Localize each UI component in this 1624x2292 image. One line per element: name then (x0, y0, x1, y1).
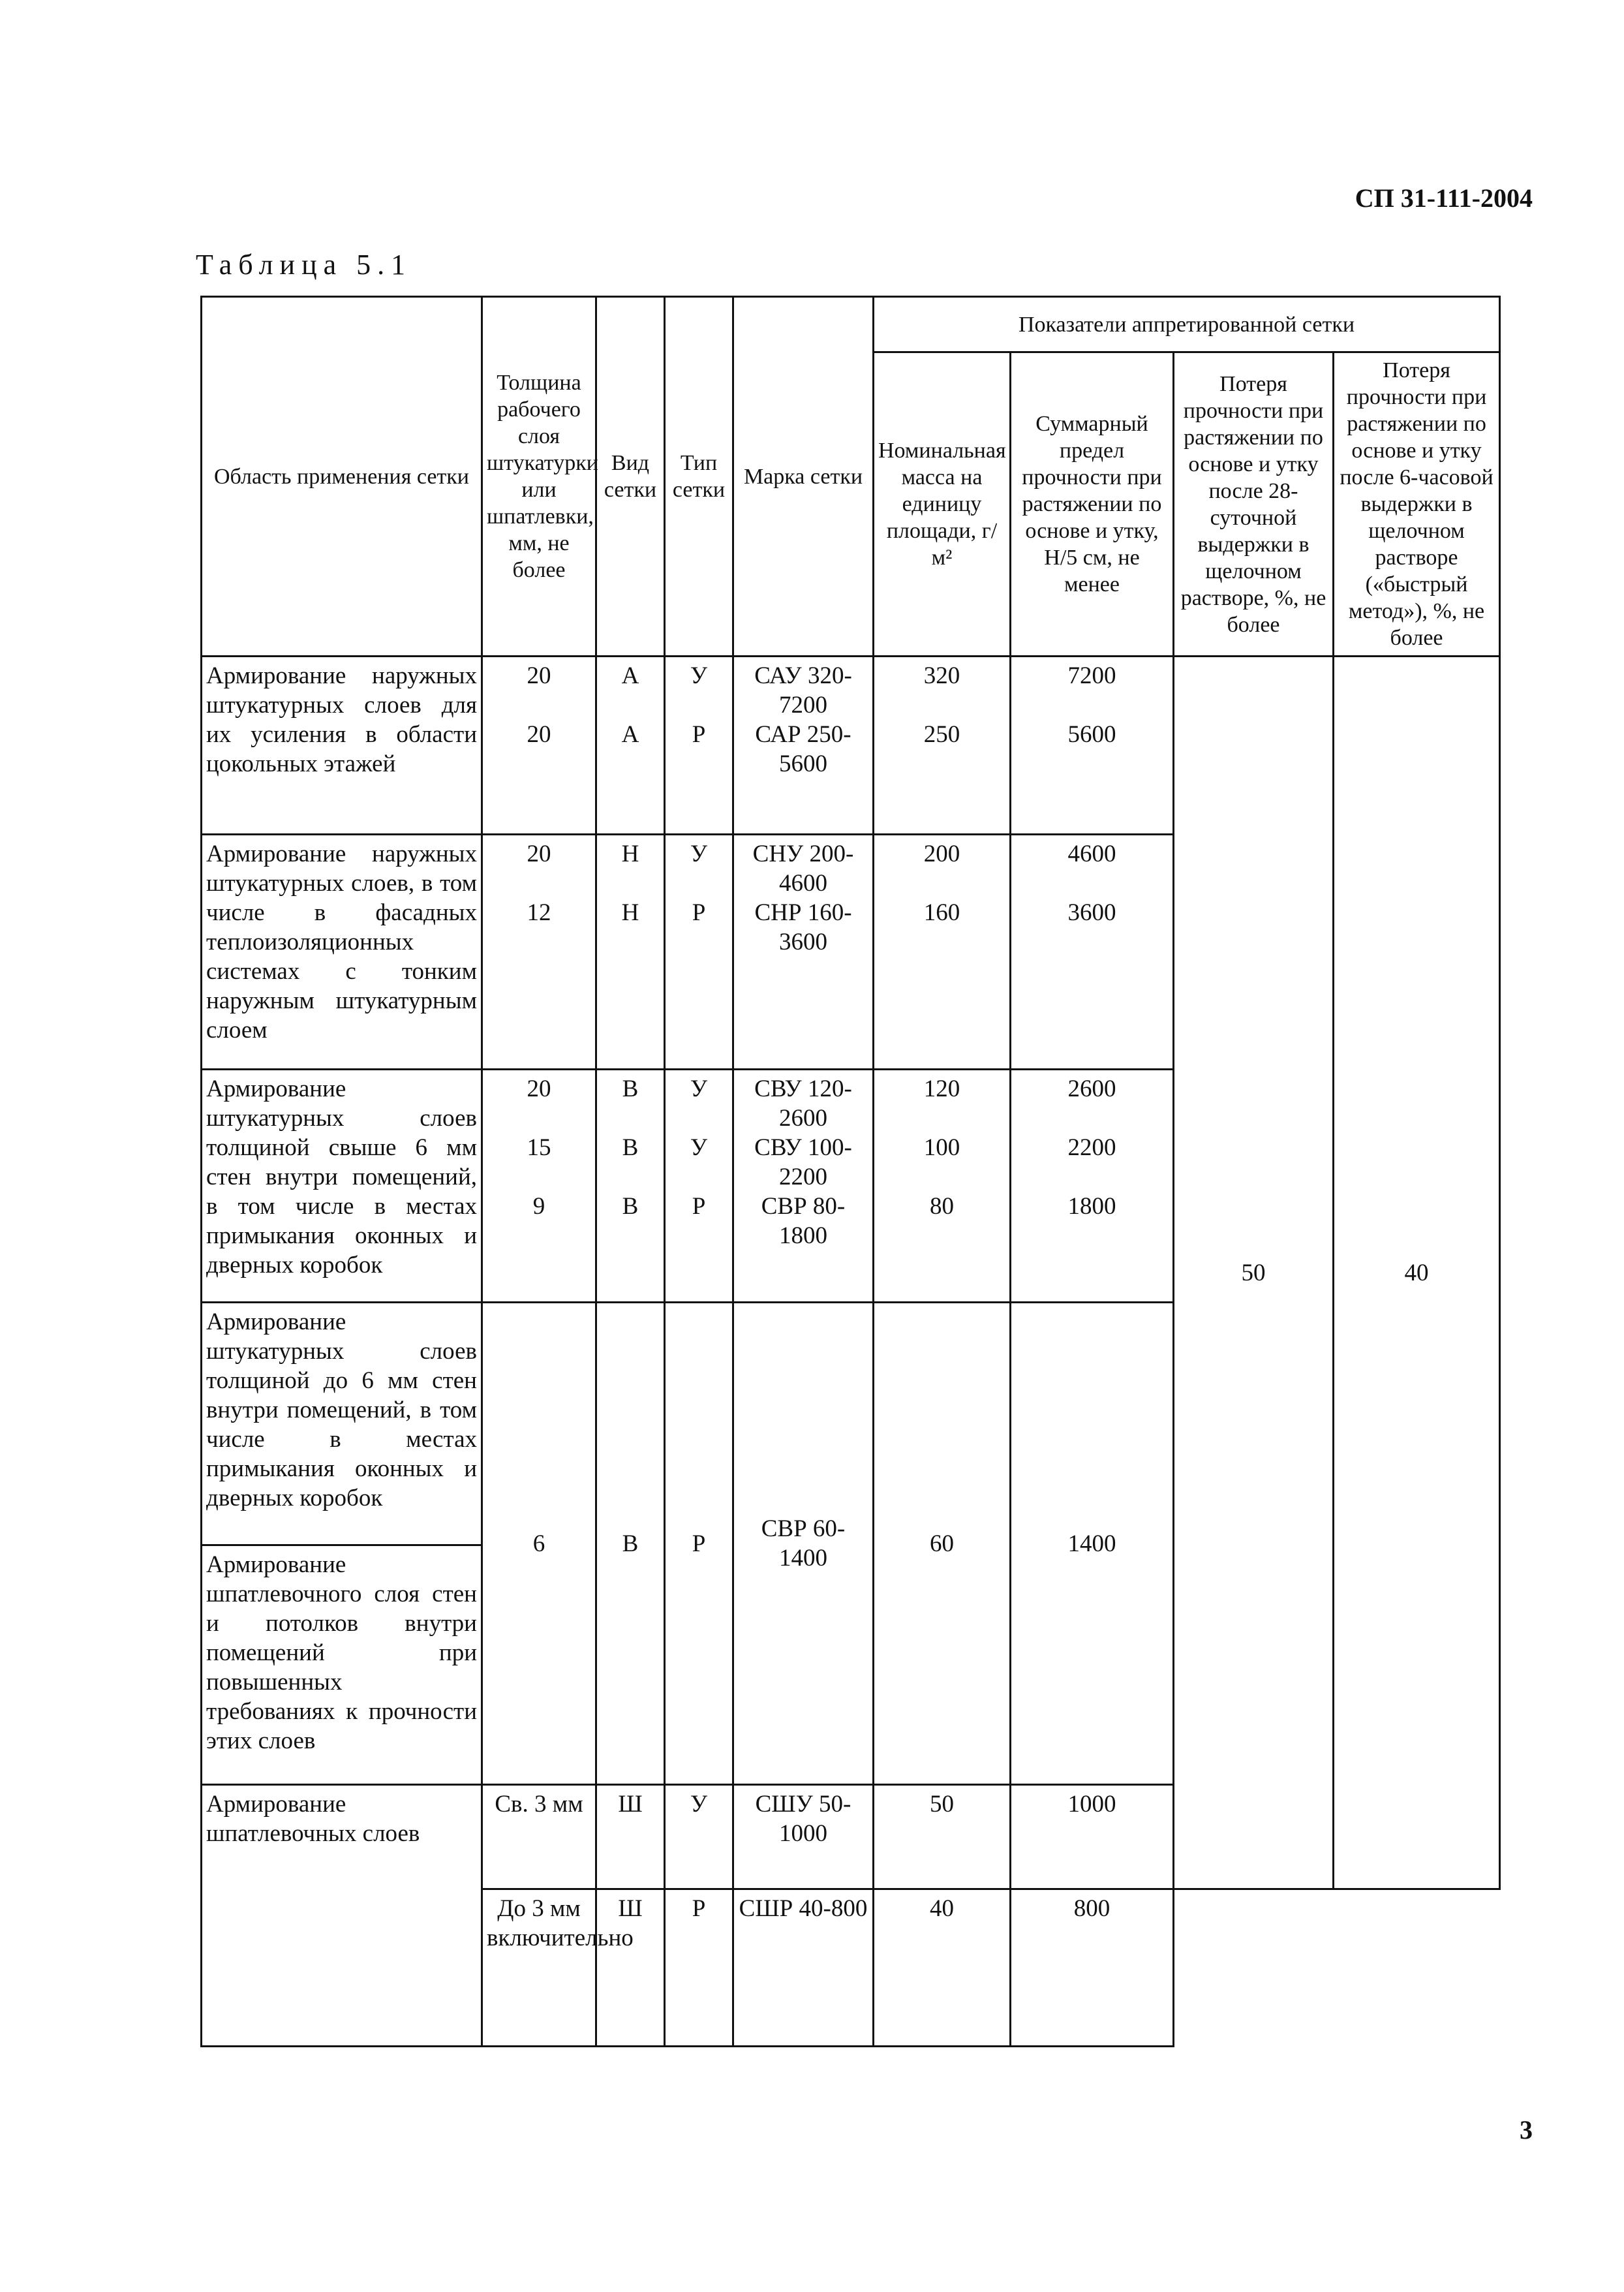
mass-cell: 200 160 (874, 835, 1011, 1070)
thickness-cell: 20 12 (482, 835, 596, 1070)
mass-cell: 320 250 (874, 657, 1011, 835)
type-cell: У Р (665, 657, 733, 835)
header-brand: Марка сетки (733, 297, 874, 657)
header-group: Показатели аппретированной сетки (874, 297, 1500, 352)
mass-cell: 120 100 80 (874, 1070, 1011, 1303)
standard-code: СП 31-111-2004 (1355, 183, 1533, 213)
strength-cell: 7200 5600 (1011, 657, 1174, 835)
header-type: Тип сетки (665, 297, 733, 657)
kind-cell: В (596, 1303, 665, 1785)
strength-cell: 800 (1011, 1889, 1174, 2047)
area-cell: Армирование штукатурных слоев толщиной до 6 мм стен внутри помещений, в том числе в местах примыкания оконных и дверных коробок (202, 1303, 482, 1545)
header-mass: Номинальная масса на единицу площади, г/м² (874, 352, 1011, 657)
header-area: Область применения сетки (202, 297, 482, 657)
area-cell: Армирование шпатлевочного слоя стен и потолков внутри помещений при повышенных требованиях к прочности этих слоев (202, 1545, 482, 1785)
page-number: 3 (1520, 2115, 1533, 2145)
header-loss-28: Потеря прочности при растяжении по основе и утку после 28-суточной выдержки в щелочном растворе, %, не более (1174, 352, 1334, 657)
kind-cell: А А (596, 657, 665, 835)
type-cell: У Р (665, 835, 733, 1070)
area-cell: Армирование наружных штукатурных слоев для их усиления в области цокольных этажей (202, 657, 482, 835)
area-cell: Армирование наружных штукатурных слоев, в том числе в фасадных теплоизоляционных системах с тонким наружным штукатурным слоем (202, 835, 482, 1070)
spec-table (200, 296, 1501, 2047)
kind-cell: Н Н (596, 835, 665, 1070)
header-loss-6: Потеря прочности при растяжении по основе и утку после 6-часовой выдержки в щелочном растворе («быстрый метод»), %, не более (1334, 352, 1500, 657)
header-thickness: Толщина рабочего слоя штукатурки или шпатлевки, мм, не более (482, 297, 596, 657)
mass-cell: 40 (874, 1889, 1011, 2047)
kind-cell: Ш (596, 1785, 665, 1889)
strength-cell: 4600 3600 (1011, 835, 1174, 1070)
area-cell: Армирование штукатурных слоев толщиной свыше 6 мм стен внутри помещений, в том числе в местах примыкания оконных и дверных коробок (202, 1070, 482, 1303)
mass-cell: 60 (874, 1303, 1011, 1785)
strength-cell: 1400 (1011, 1303, 1174, 1785)
thickness-cell: Св. 3 мм (482, 1785, 596, 1889)
brand-cell: СВР 60-1400 (733, 1303, 874, 1785)
header-kind: Вид сетки (596, 297, 665, 657)
header-strength: Суммарный предел прочности при растяжении по основе и утку, Н/5 см, не менее (1011, 352, 1174, 657)
type-cell: Р (665, 1889, 733, 2047)
kind-cell: Ш (596, 1889, 665, 2047)
strength-cell: 2600 2200 1800 (1011, 1070, 1174, 1303)
loss-28-value: 50 (1174, 657, 1334, 1889)
brand-cell: СШР 40-800 (733, 1889, 874, 2047)
kind-cell: В В В (596, 1070, 665, 1303)
area-cell: Армирование шпатлевочных слоев (202, 1785, 482, 2047)
thickness-cell: 20 20 (482, 657, 596, 835)
type-cell: Р (665, 1303, 733, 1785)
brand-cell: СШУ 50-1000 (733, 1785, 874, 1889)
strength-cell: 1000 (1011, 1785, 1174, 1889)
type-cell: У (665, 1785, 733, 1889)
thickness-cell: 20 15 9 (482, 1070, 596, 1303)
thickness-cell: До 3 мм включительно (482, 1889, 596, 2047)
table-title: Таблица 5.1 (196, 249, 412, 281)
table-row (202, 657, 1500, 835)
loss-6-value: 40 (1334, 657, 1500, 1889)
brand-cell: СВУ 120-2600 СВУ 100-2200 СВР 80-1800 (733, 1070, 874, 1303)
type-cell: У У Р (665, 1070, 733, 1303)
mass-cell: 50 (874, 1785, 1011, 1889)
thickness-cell: 6 (482, 1303, 596, 1785)
brand-cell: СНУ 200-4600 СНР 160-3600 (733, 835, 874, 1070)
brand-cell: САУ 320-7200 САР 250-5600 (733, 657, 874, 835)
